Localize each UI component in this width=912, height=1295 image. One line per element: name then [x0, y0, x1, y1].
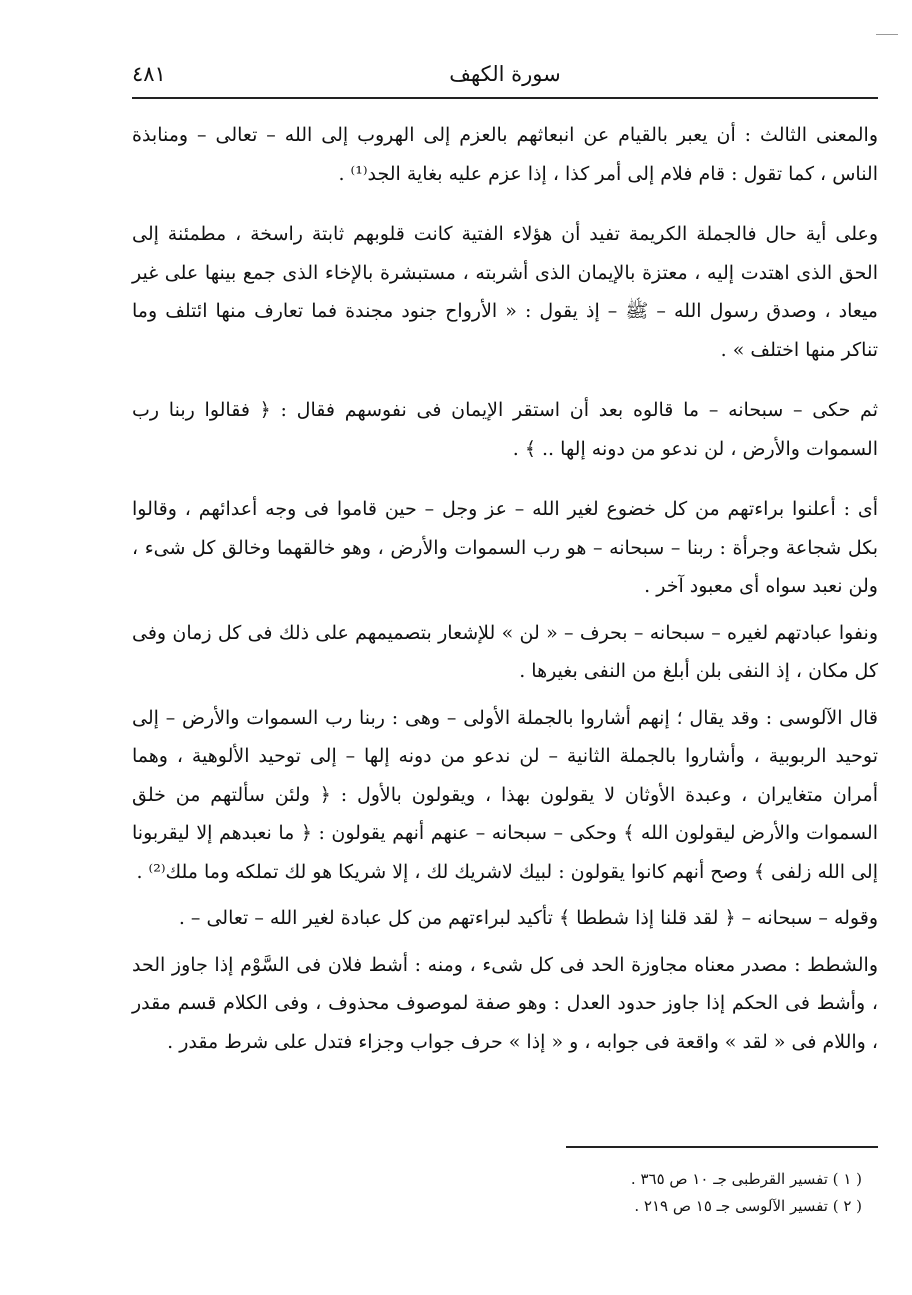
header-rule: [132, 97, 878, 99]
paragraph: وقوله – سبحانه – ﴿ لقد قلنا إذا شططا ﴾ تأكيد لبراءتهم من كل عبادة لغير الله – تعالى – .: [178, 907, 878, 929]
footnote-rule: [566, 1146, 878, 1148]
paragraph: وعلى أية حال فالجملة الكريمة تفيد أن هؤلاء الفتية كانت قلوبهم ثابتة راسخة ، مطمئنة إلى الحق الذى اهتدت إليه ، معتزة بالإيمان الذى أشربته ، مستبشرة بالإخاء الذى جمع بينها على غير ميعاد ، وصدق رسول الله – ﷺ – إذ يقول : « الأرواح جنود مجندة فما تعارف منها ائتلف وما تناكر منها اختلف » .: [132, 223, 878, 361]
footnote: ( ٢ ) تفسير الآلوسى جـ ١٥ ص ٢١٩ .: [634, 1197, 862, 1215]
paragraph: والمعنى الثالث : أن يعبر بالقيام عن انبعاثهم بالعزم إلى الهروب إلى الله – تعالى – ومنابذة الناس ، كما تقول : قام فلام إلى أمر كذا ، إذا عزم عليه بغاية الجد⁽¹⁾ .: [132, 124, 878, 185]
paragraph: ثم حكى – سبحانه – ما قالوه بعد أن استقر الإيمان فى نفوسهم فقال : ﴿ فقالوا ربنا رب السموات والأرض ، لن ندعو من دونه إلها .. ﴾ .: [132, 399, 878, 460]
paragraph: ونفوا عبادتهم لغيره – سبحانه – بحرف – « لن » للإشعار بتصميمهم على ذلك فى كل زمان وفى كل مكان ، إذ النفى بلن أبلغ من النفى بغيرها .: [132, 621, 878, 682]
page-number: ٤٨١: [132, 62, 166, 86]
corner-mark: [876, 34, 898, 35]
body-text: [132, 116, 878, 1069]
surah-title: سورة الكهف: [449, 62, 561, 86]
footnotes: [132, 1166, 862, 1220]
paragraph: والشطط : مصدر معناه مجاوزة الحد فى كل شىء ، ومنه : أشط فلان فى السَّوْم إذا جاوز الحد ، وأشط فى الحكم إذا جاوز حدود العدل : وهو صفة لموصوف محذوف ، وفى الكلام قسم مقدر ، واللام فى « لقد » واقعة فى جوابه ، و « إذا » حرف جواب وجزاء فتدل على شرط مقدر .: [132, 953, 878, 1053]
page-header: [132, 58, 878, 96]
footnote: ( ١ ) تفسير القرطبى جـ ١٠ ص ٣٦٥ .: [630, 1170, 862, 1188]
paragraph: قال الآلوسى : وقد يقال ؛ إنهم أشاروا بالجملة الأولى – وهى : ربنا رب السموات والأرض – إلى توحيد الربوبية ، وأشاروا بالجملة الثانية – لن ندعو من دونه إلها – إلى توحيد الألوهية ، وهما أمران متغايران ، وعبدة الأوثان لا يقولون بهذا ، ويقولون بالأول : ﴿ ولئن سألتهم من خلق السموات والأرض ليقولون الله ﴾ وحكى – سبحانه – عنهم أنهم يقولون : ﴿ ما نعبدهم إلا ليقربونا إلى الله زلفى ﴾ وصح أنهم كانوا يقولون : لبيك لاشريك لك ، إلا شريكا هو لك تملكه وما ملك⁽²⁾ .: [132, 706, 878, 883]
paragraph: أى : أعلنوا براءتهم من كل خضوع لغير الله – عز وجل – حين قاموا فى وجه أعدائهم ، وقالوا بكل شجاعة وجرأة : ربنا – سبحانه – هو رب السموات والأرض ، وهو خالقهما وخالق كل شىء ، ولن نعبد سواه أى معبود آخر .: [132, 498, 878, 597]
